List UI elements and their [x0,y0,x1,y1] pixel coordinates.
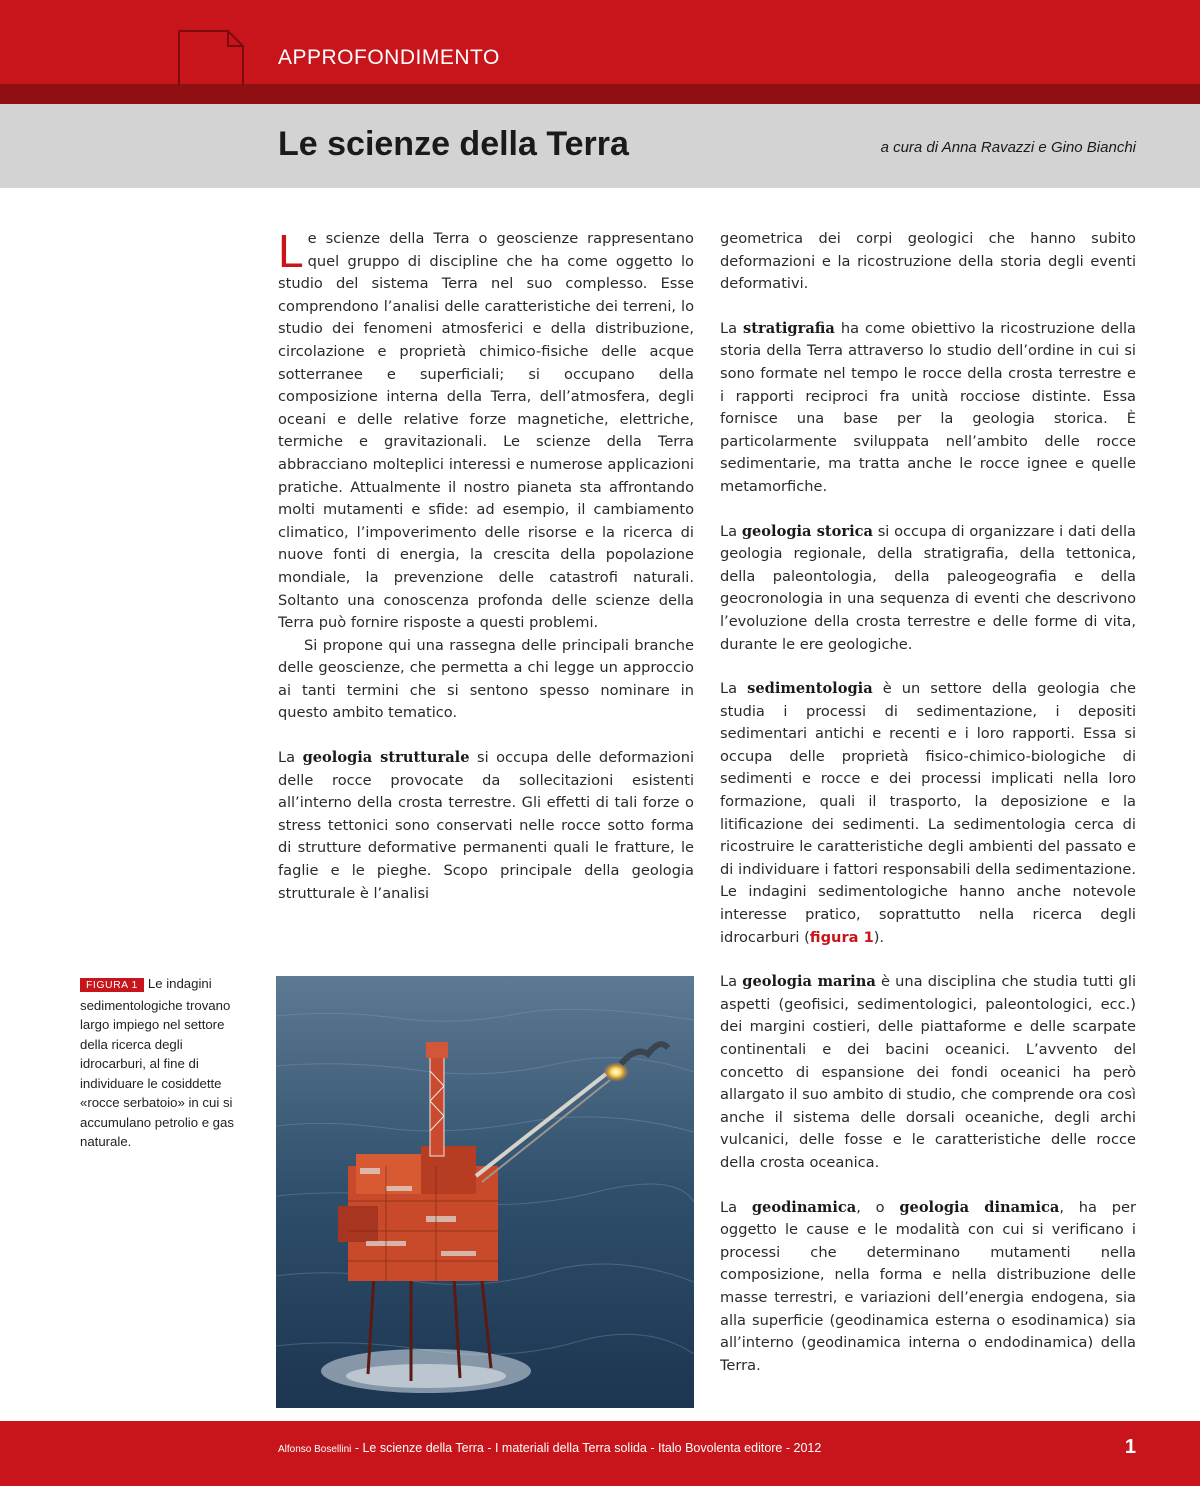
oil-platform-illustration [276,976,694,1408]
geologia-storica-paragraph: La geologia storica si occupa di organizzare i dati della geologia regionale, della stratigrafia, della tettonica, della paleontologia, della paleogeografia e della geocronologia in una sequenza di eventi che descrivono l’evoluzione della crosta terrestre e delle forme di vita, durante le ere geologiche. [720,522,1136,653]
term-geologia-dinamica: geologia dinamica [899,1198,1060,1216]
figure-caption-text: Le indagini sedimentologiche trovano largo impiego nel settore della ricerca degli idrocarburi, al fine di individuare le cosiddette «rocce serbatoio» in cui si accumulano petrolio e gas naturale. [80,976,234,1149]
term-geologia-strutturale: geologia strutturale [302,749,470,767]
left-column [278,225,695,905]
sedimentologia-paragraph: La sedimentologia è un settore della geologia che studia i processi di sedimentazione, i depositi sedimentari antichi e recenti e i loro rapporti. Essa si occupa delle proprietà fisico-chimico-biologiche di sedimenti e rocce e dei processi implicati nella loro formazione, quali il trasporto, la deposizione e la litificazione dei sedimenti. La sedimentologia cerca di ricostruire le caratteristiche degli ambienti del passato e di individuare i fattori responsabili della sedimentazione. Le indagini sedimentologiche hanno anche notevole interesse pratico, soprattutto nella ricerca degli idrocarburi (figura 1). [720,680,1136,946]
footer-author: Alfonso Bosellini [278,1444,352,1455]
header-divider-strip [0,84,1200,104]
document-icon [178,30,244,86]
term-geologia-storica: geologia storica [741,522,873,540]
term-geologia-marina: geologia marina [742,973,876,991]
figure-reference-link[interactable]: figura 1 [809,928,874,946]
authors: a cura di Anna Ravazzi e Gino Bianchi [880,139,1136,156]
drop-cap: L [278,225,304,277]
page-title: Le scienze della Terra [278,125,629,163]
geologia-marina-paragraph: La geologia marina è una disciplina che studia tutti gli aspetti (geofisici, sedimentologici, paleontologici, ecc.) dei margini costieri, delle piattaforme e delle scarpate continentali e dei bacini oceanici. L’avvento del concetto di espansione dei fondi oceanici ha però allargato il suo ambito di studio, che comprende ora così anche il sistema delle dorsali oceaniche, degli archi vulcanici, delle fosse e le caratteristiche delle rocce della crosta oceanica. [720,973,1137,1171]
geologia-strutturale-paragraph: La geologia strutturale si occupa delle deformazioni delle rocce provocate da sollecitazioni esistenti all’interno della crosta terrestre. Gli effetti di tali forze o stress tettonici sono conservati nelle rocce sotto forma di strutture deformative permanenti quali le fratture, le faglie e le pieghe. Scopo principale della geologia strutturale è l’analisi [278,749,695,902]
right-column [720,228,1136,1377]
geodinamica-paragraph: La geodinamica, o geologia dinamica, ha per oggetto le cause e le modalità con cui si verificano i processi che determinano mutamenti nella composizione, nella forma e nella distribuzione delle masse terrestri, e variazioni dell’energia endogena, sia alla superficie (geodinamica esterna o esodinamica) sia all’interno (geodinamica interna o endodinamica) della Terra. [720,1198,1136,1374]
intro-text: e scienze della Terra o geoscienze rappresentano quel gruppo di discipline che ha come oggetto lo studio del sistema Terra nel suo complesso. Esse comprendono l’analisi delle caratteristiche dei terreni, lo studio dei fenomeni atmosferici e della distribuzione, circolazione e proprietà chimico-fisiche delle acque sotterranee e superficiali; si occupano della composizione interna della Terra, dell’atmosfera, degli oceani e delle relative forze magnetiche, elettriche, termiche e gravitazionali. Le scienze della Terra abbracciano molteplici interessi e numerose applicazioni pratiche. Attualmente il nostro pianeta sta affrontando molti mutamenti e sfide: ad esempio, il cambiamento climatico, l’impoverimento delle risorse e la ricerca di nuove fonti di energia, la crescita della popolazione mondiale, la prevenzione delle catastrofi naturali. Soltanto una conoscenza profonda delle scienze della Terra può fornire risposte a questi problemi. [278,230,694,632]
footer-publication: - Le scienze della Terra - I materiali della Terra solida - Italo Bovolenta editore - 2012 [351,1441,822,1455]
term-stratigrafia: stratigrafia [743,319,835,337]
figure-tag: FIGURA 1 [80,978,144,992]
section-label: APPROFONDIMENTO [278,46,500,69]
figure-caption [80,974,250,1152]
footer-credits [278,1441,821,1455]
stratigrafia-paragraph: La stratigrafia ha come obiettivo la ricostruzione della storia della Terra attraverso lo studio dell’ordine in cui si sono formate nel tempo le rocce della crosta terrestre e i rapporti reciproci fra unità rocciose distinte. Essa fornisce una base per la geologia storica. È particolarmente sviluppata nell’ambito delle rocce sedimentarie, ma tratta anche le rocce ignee e quelle metamorfiche. [720,319,1136,495]
oil-platform-photo [276,976,694,1408]
intro-paragraph [278,225,694,635]
page-number: 1 [1124,1436,1136,1458]
continuation-paragraph: geometrica dei corpi geologici che hanno subito deformazioni e la ricostruzione della storia degli eventi deformativi. [720,230,1136,293]
term-geodinamica: geodinamica [751,1198,857,1216]
intro-second-paragraph: Si propone qui una rassegna delle principali branche delle geoscienze, che permetta a chi legge un approccio ai tanti termini che si sentono spesso nominare in questo ambito tematico. [278,636,694,722]
term-sedimentologia: sedimentologia [747,680,873,698]
